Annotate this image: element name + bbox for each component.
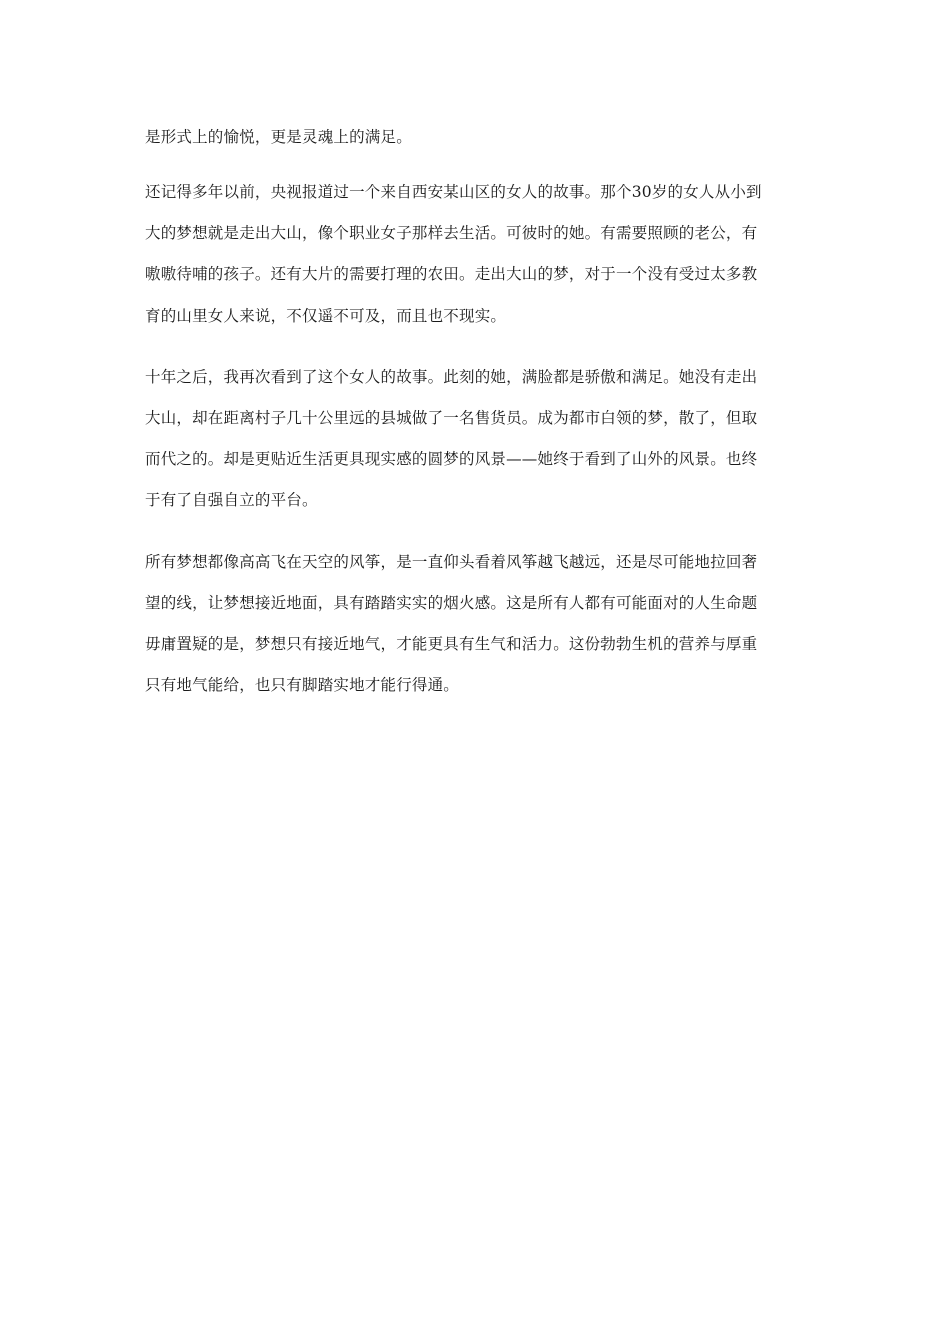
paragraph-line: 大山，却在距离村子几十公里远的县城做了一名售货员。成为都市白领的梦，散了，但取	[145, 408, 758, 427]
paragraph-line: 育的山里女人来说，不仅遥不可及，而且也不现实。	[145, 306, 507, 325]
paragraph-2	[145, 172, 810, 337]
paragraph-line: 所有梦想都像高高飞在天空的风筝，是一直仰头看着风筝越飞越远，还是尽可能地拉回奢	[145, 552, 758, 571]
paragraph-line: 是形式上的愉悦，更是灵魂上的满足。	[145, 128, 412, 146]
paragraph-1	[145, 122, 810, 152]
paragraph-line: 大的梦想就是走出大山，像个职业女子那样去生活。可彼时的她。有需要照顾的老公，有	[145, 224, 758, 243]
paragraph-line: 还记得多年以前，央视报道过一个来自西安某山区的女人的故事。那个30岁的女人从小到	[145, 183, 762, 201]
paragraph-line: 只有地气能给，也只有脚踏实地才能行得通。	[145, 676, 460, 695]
paragraph-line: 于有了自强自立的平台。	[145, 491, 318, 510]
paragraph-line: 嗷嗷待哺的孩子。还有大片的需要打理的农田。走出大山的梦，对于一个没有受过太多教	[145, 265, 758, 284]
paragraph-line: 而代之的。却是更贴近生活更具现实感的圆梦的风景——她终于看到了山外的风景。也终	[145, 450, 758, 469]
paragraph-4	[145, 542, 810, 707]
paragraph-line: 十年之后，我再次看到了这个女人的故事。此刻的她，满脸都是骄傲和满足。她没有走出	[145, 367, 758, 386]
paragraph-line: 望的线，让梦想接近地面，具有踏踏实实的烟火感。这是所有人都有可能面对的人生命题	[145, 593, 758, 612]
paragraph-line: 毋庸置疑的是，梦想只有接近地气，才能更具有生气和活力。这份勃勃生机的营养与厚重	[145, 634, 758, 653]
document-body	[145, 122, 810, 726]
paragraph-3	[145, 357, 810, 522]
